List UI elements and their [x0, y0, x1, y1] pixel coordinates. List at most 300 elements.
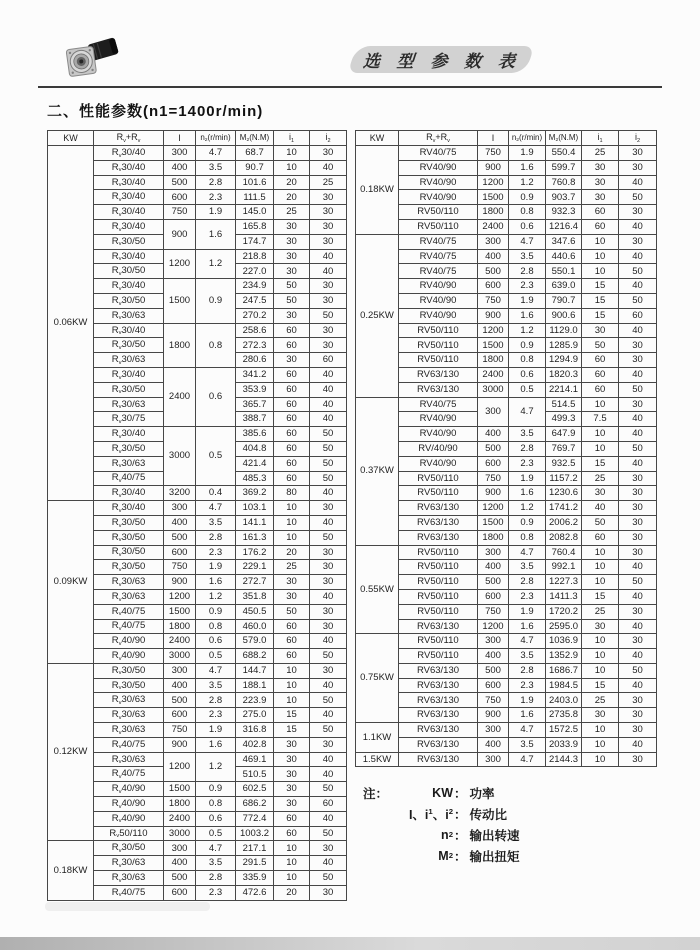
speed-cell: 0.8	[509, 530, 546, 545]
torque-cell: 111.5	[236, 190, 274, 205]
ratio-cell: 600	[164, 190, 196, 205]
ratio-cell: 900	[478, 160, 509, 175]
ratio-cell: 400	[164, 856, 196, 871]
model-cell: $R_v40/75$	[94, 737, 164, 752]
note-colon: ：	[454, 828, 467, 843]
model-cell: $R_v30/63$	[94, 693, 164, 708]
model-cell: RV63/130	[399, 723, 478, 738]
kw-group-cell: 0.25KW	[356, 234, 399, 397]
ratio-cell: 400	[164, 160, 196, 175]
torque-cell: 291.5	[236, 856, 274, 871]
model-cell: RV40/90	[399, 160, 478, 175]
note-desc: 功率	[469, 786, 495, 801]
i2-cell: 30	[310, 234, 347, 249]
torque-cell: 351.8	[236, 589, 274, 604]
torque-cell: 223.9	[236, 693, 274, 708]
i1-cell: 10	[582, 634, 619, 649]
i1-cell: 60	[274, 338, 310, 353]
i2-cell: 30	[619, 234, 657, 249]
model-cell: $R_v30/75$	[94, 412, 164, 427]
i2-cell: 30	[310, 219, 347, 234]
speed-cell: 0.9	[509, 338, 546, 353]
i2-cell: 40	[310, 678, 347, 693]
torque-cell: 760.4	[546, 545, 582, 560]
speed-cell: 0.5	[196, 826, 236, 841]
i1-cell: 60	[582, 382, 619, 397]
i1-cell: 10	[274, 515, 310, 530]
i2-cell: 30	[619, 723, 657, 738]
note-term: n $_2$	[441, 827, 453, 842]
speed-cell: 3.5	[196, 515, 236, 530]
ratio-cell: 1500	[478, 190, 509, 205]
ratio-cell: 1800	[164, 323, 196, 367]
i2-cell: 40	[310, 752, 347, 767]
model-cell: $R_v30/40$	[94, 279, 164, 294]
model-cell: $R_v30/50$	[94, 264, 164, 279]
i1-cell: 20	[274, 545, 310, 560]
i1-cell: 25	[582, 146, 619, 161]
i1-cell: 15	[582, 678, 619, 693]
speed-cell: 4.7	[509, 234, 546, 249]
i2-cell: 60	[310, 797, 347, 812]
i2-cell: 30	[619, 545, 657, 560]
speed-cell: 2.3	[509, 678, 546, 693]
ratio-cell: 2400	[164, 367, 196, 426]
i1-cell: 60	[274, 456, 310, 471]
i1-cell: 20	[274, 175, 310, 190]
model-cell: $R_v50/110$	[94, 826, 164, 841]
speed-cell: 0.5	[196, 427, 236, 486]
kw-group-cell: 0.55KW	[356, 545, 399, 634]
speed-cell: 2.3	[509, 589, 546, 604]
model-cell: RV50/110	[399, 589, 478, 604]
note-colon: ：	[454, 807, 467, 822]
i2-cell: 40	[619, 619, 657, 634]
column-header: $M_2(N.M)$	[546, 131, 582, 146]
ratio-cell: 3000	[478, 382, 509, 397]
note-colon: ：	[454, 786, 467, 801]
speed-cell: 3.5	[509, 737, 546, 752]
torque-cell: 932.5	[546, 456, 582, 471]
ratio-cell: 900	[478, 308, 509, 323]
ratio-cell: 400	[478, 560, 509, 575]
i2-cell: 50	[619, 264, 657, 279]
model-cell: RV40/90	[399, 175, 478, 190]
ratio-cell: 900	[164, 575, 196, 590]
table-row	[356, 486, 657, 501]
speed-cell: 2.3	[509, 456, 546, 471]
i2-cell: 30	[310, 146, 347, 161]
model-cell: RV40/90	[399, 427, 478, 442]
torque-cell: 510.5	[236, 767, 274, 782]
speed-cell: 0.9	[196, 604, 236, 619]
torque-cell: 272.3	[236, 338, 274, 353]
speed-cell: 1.2	[196, 249, 236, 279]
i2-cell: 50	[619, 293, 657, 308]
model-cell: RV50/110	[399, 323, 478, 338]
torque-cell: 275.0	[236, 708, 274, 723]
ratio-cell: 750	[164, 205, 196, 220]
i2-cell: 30	[310, 737, 347, 752]
torque-cell: 460.0	[236, 619, 274, 634]
torque-cell: 485.3	[236, 471, 274, 486]
i1-cell: 10	[582, 397, 619, 412]
kw-group-cell: 0.75KW	[356, 634, 399, 723]
model-cell: $R_v30/50$	[94, 293, 164, 308]
i1-cell: 30	[582, 708, 619, 723]
torque-cell: 1820.3	[546, 367, 582, 382]
speed-cell: 0.5	[196, 649, 236, 664]
ratio-cell: 400	[478, 427, 509, 442]
torque-cell: 550.1	[546, 264, 582, 279]
torque-cell: 388.7	[236, 412, 274, 427]
i2-cell: 30	[310, 293, 347, 308]
torque-cell: 579.0	[236, 634, 274, 649]
torque-cell: 258.6	[236, 323, 274, 338]
table-row	[356, 708, 657, 723]
table-row	[356, 338, 657, 353]
torque-cell: 229.1	[236, 560, 274, 575]
speed-cell: 1.2	[196, 589, 236, 604]
torque-cell: 2006.2	[546, 515, 582, 530]
i1-cell: 30	[582, 160, 619, 175]
i1-cell: 10	[274, 663, 310, 678]
column-header: I	[164, 131, 196, 146]
table-row	[356, 219, 657, 234]
i2-cell: 30	[310, 545, 347, 560]
model-cell: RV50/110	[399, 545, 478, 560]
torque-cell: 365.7	[236, 397, 274, 412]
table-row	[356, 589, 657, 604]
model-cell: RV63/130	[399, 619, 478, 634]
i2-cell: 40	[310, 486, 347, 501]
column-header: $n_2(r/\min)$	[509, 131, 546, 146]
i2-cell: 30	[619, 634, 657, 649]
table-row	[356, 456, 657, 471]
speed-cell: 1.6	[509, 708, 546, 723]
speed-cell: 1.9	[196, 205, 236, 220]
i1-cell: 10	[274, 678, 310, 693]
i2-cell: 50	[310, 826, 347, 841]
torque-cell: 161.3	[236, 530, 274, 545]
ratio-cell: 400	[478, 649, 509, 664]
i1-cell: 30	[582, 486, 619, 501]
torque-cell: 141.1	[236, 515, 274, 530]
speed-cell: 4.7	[196, 146, 236, 161]
model-cell: RV50/110	[399, 219, 478, 234]
table-row	[48, 841, 347, 856]
torque-cell: 2033.9	[546, 737, 582, 752]
model-cell: RV50/110	[399, 634, 478, 649]
torque-cell: 2144.3	[546, 752, 582, 767]
torque-cell: 647.9	[546, 427, 582, 442]
model-cell: $R_v30/50$	[94, 530, 164, 545]
i2-cell: 30	[619, 708, 657, 723]
model-cell: RV40/90	[399, 190, 478, 205]
column-header: $i_2$	[619, 131, 657, 146]
torque-cell: 1352.9	[546, 649, 582, 664]
table-row	[356, 205, 657, 220]
i2-cell: 30	[619, 146, 657, 161]
note-colon: ：	[454, 849, 467, 864]
column-header: $i_1$	[274, 131, 310, 146]
i1-cell: 10	[582, 752, 619, 767]
model-cell: $R_v30/50$	[94, 560, 164, 575]
speed-cell: 0.8	[196, 797, 236, 812]
model-cell: RV50/110	[399, 471, 478, 486]
torque-cell: 514.5	[546, 397, 582, 412]
speed-cell: 2.8	[196, 871, 236, 886]
speed-cell: 0.8	[509, 205, 546, 220]
i1-cell: 60	[582, 219, 619, 234]
i1-cell: 25	[582, 693, 619, 708]
note-line	[363, 824, 653, 845]
speed-cell: 1.9	[509, 693, 546, 708]
note-desc: 输出扭矩	[469, 849, 520, 864]
table-row	[356, 279, 657, 294]
model-cell: RV63/130	[399, 530, 478, 545]
ratio-cell: 1200	[478, 501, 509, 516]
table-row	[356, 663, 657, 678]
model-cell: $R_v30/40$	[94, 190, 164, 205]
torque-cell: 550.4	[546, 146, 582, 161]
ratio-cell: 300	[164, 841, 196, 856]
i2-cell: 30	[310, 190, 347, 205]
torque-cell: 174.7	[236, 234, 274, 249]
speed-cell: 1.2	[196, 752, 236, 782]
i1-cell: 30	[274, 752, 310, 767]
speed-cell: 0.6	[509, 367, 546, 382]
torque-cell: 2595.0	[546, 619, 582, 634]
column-header: I	[478, 131, 509, 146]
i2-cell: 50	[310, 723, 347, 738]
torque-cell: 353.9	[236, 382, 274, 397]
i2-cell: 50	[619, 190, 657, 205]
speed-cell: 4.7	[509, 752, 546, 767]
model-cell: $R_v40/75$	[94, 471, 164, 486]
torque-cell: 421.4	[236, 456, 274, 471]
column-header: KW	[356, 131, 399, 146]
speed-cell: 2.8	[196, 530, 236, 545]
ratio-cell: 1200	[164, 249, 196, 279]
i1-cell: 10	[274, 160, 310, 175]
speed-cell: 1.9	[196, 723, 236, 738]
kw-group-cell: 0.06KW	[48, 146, 94, 501]
model-cell: RV50/110	[399, 205, 478, 220]
torque-cell: 903.7	[546, 190, 582, 205]
table-row	[356, 293, 657, 308]
model-cell: RV40/90	[399, 308, 478, 323]
ratio-cell: 600	[478, 279, 509, 294]
ratio-cell: 1200	[478, 619, 509, 634]
model-cell: $R_v30/63$	[94, 575, 164, 590]
ratio-cell: 900	[478, 486, 509, 501]
i2-cell: 40	[619, 412, 657, 427]
model-cell: $R_v30/50$	[94, 441, 164, 456]
i2-cell: 50	[310, 456, 347, 471]
i1-cell: 10	[274, 871, 310, 886]
i2-cell: 50	[310, 649, 347, 664]
header-row	[48, 131, 347, 146]
model-cell: $R_v30/50$	[94, 234, 164, 249]
model-cell: RV63/130	[399, 708, 478, 723]
speed-cell: 1.9	[509, 604, 546, 619]
torque-cell: 341.2	[236, 367, 274, 382]
i1-cell: 15	[274, 708, 310, 723]
table-row	[356, 146, 657, 161]
ratio-cell: 2400	[164, 811, 196, 826]
ratio-cell: 500	[478, 663, 509, 678]
i1-cell: 10	[582, 234, 619, 249]
model-cell: $R_v30/40$	[94, 205, 164, 220]
model-cell: $R_v30/63$	[94, 589, 164, 604]
torque-cell: 639.0	[546, 279, 582, 294]
ratio-cell: 600	[478, 678, 509, 693]
i2-cell: 30	[619, 501, 657, 516]
table-row	[356, 723, 657, 738]
torque-cell: 2082.8	[546, 530, 582, 545]
right-performance-table	[355, 130, 656, 767]
model-cell: $R_v30/40$	[94, 501, 164, 516]
i2-cell: 40	[619, 219, 657, 234]
ratio-cell: 3000	[164, 826, 196, 841]
i2-cell: 40	[310, 767, 347, 782]
torque-cell: 1036.9	[546, 634, 582, 649]
ratio-cell: 750	[478, 693, 509, 708]
i1-cell: 50	[582, 515, 619, 530]
i2-cell: 40	[310, 249, 347, 264]
i1-cell: 7.5	[582, 412, 619, 427]
torque-cell: 103.1	[236, 501, 274, 516]
i2-cell: 30	[310, 885, 347, 900]
speed-cell: 4.7	[196, 663, 236, 678]
i1-cell: 60	[274, 382, 310, 397]
i1-cell: 20	[274, 885, 310, 900]
note-term: M $_2$	[438, 848, 453, 863]
ratio-cell: 1800	[478, 205, 509, 220]
i2-cell: 30	[619, 530, 657, 545]
i2-cell: 30	[619, 160, 657, 175]
column-header: $n_2(r/\min)$	[196, 131, 236, 146]
speed-cell: 0.8	[196, 323, 236, 367]
ratio-cell: 750	[478, 146, 509, 161]
torque-cell: 1157.2	[546, 471, 582, 486]
table-row	[356, 264, 657, 279]
kw-group-cell: 0.18KW	[356, 146, 399, 235]
torque-cell: 1720.2	[546, 604, 582, 619]
speed-cell: 3.5	[509, 649, 546, 664]
i1-cell: 50	[274, 279, 310, 294]
i2-cell: 30	[619, 338, 657, 353]
i1-cell: 10	[582, 427, 619, 442]
table-row	[356, 619, 657, 634]
torque-cell: 1984.5	[546, 678, 582, 693]
table-row	[356, 501, 657, 516]
torque-cell: 772.4	[236, 811, 274, 826]
torque-cell: 1227.3	[546, 575, 582, 590]
ratio-cell: 600	[478, 456, 509, 471]
ratio-cell: 400	[164, 678, 196, 693]
speed-cell: 2.3	[196, 545, 236, 560]
torque-cell: 165.8	[236, 219, 274, 234]
model-cell: RV63/130	[399, 501, 478, 516]
i1-cell: 30	[274, 767, 310, 782]
i1-cell: 10	[582, 737, 619, 752]
torque-cell: 440.6	[546, 249, 582, 264]
i1-cell: 10	[274, 856, 310, 871]
i1-cell: 60	[274, 811, 310, 826]
i2-cell: 50	[310, 530, 347, 545]
i2-cell: 30	[619, 515, 657, 530]
speed-cell: 3.5	[196, 160, 236, 175]
kw-group-cell: 1.1KW	[356, 723, 399, 753]
torque-cell: 686.2	[236, 797, 274, 812]
ratio-cell: 400	[164, 515, 196, 530]
i2-cell: 40	[619, 589, 657, 604]
i2-cell: 40	[619, 649, 657, 664]
i2-cell: 40	[619, 323, 657, 338]
kw-group-cell: 0.37KW	[356, 397, 399, 545]
column-header: KW	[48, 131, 94, 146]
torque-cell: 316.8	[236, 723, 274, 738]
ratio-cell: 1200	[478, 175, 509, 190]
torque-cell: 402.8	[236, 737, 274, 752]
i2-cell: 50	[310, 427, 347, 442]
note-line	[363, 782, 653, 803]
i1-cell: 15	[582, 456, 619, 471]
scan-ghost-smudge	[45, 902, 210, 911]
ratio-cell: 300	[164, 663, 196, 678]
i1-cell: 50	[274, 604, 310, 619]
header-rule	[38, 86, 662, 88]
i1-cell: 50	[274, 293, 310, 308]
model-cell: RV63/130	[399, 678, 478, 693]
table-row	[356, 190, 657, 205]
torque-cell: 369.2	[236, 486, 274, 501]
i1-cell: 10	[274, 693, 310, 708]
torque-cell: 599.7	[546, 160, 582, 175]
i2-cell: 30	[310, 323, 347, 338]
i2-cell: 60	[310, 353, 347, 368]
i1-cell: 25	[582, 471, 619, 486]
model-cell: $R_v40/90$	[94, 811, 164, 826]
speed-cell: 1.9	[509, 293, 546, 308]
speed-cell: 3.5	[509, 249, 546, 264]
note-term: I、i $_1$ 、i $_2$	[408, 806, 453, 822]
i1-cell: 80	[274, 486, 310, 501]
i2-cell: 50	[310, 871, 347, 886]
i1-cell: 60	[274, 471, 310, 486]
i1-cell: 30	[274, 589, 310, 604]
i2-cell: 40	[310, 367, 347, 382]
ratio-cell: 3000	[164, 649, 196, 664]
torque-cell: 90.7	[236, 160, 274, 175]
i1-cell: 60	[582, 353, 619, 368]
ratio-cell: 900	[478, 708, 509, 723]
i1-cell: 20	[274, 190, 310, 205]
i1-cell: 60	[274, 397, 310, 412]
i2-cell: 40	[619, 737, 657, 752]
i1-cell: 30	[582, 175, 619, 190]
i1-cell: 10	[582, 649, 619, 664]
kw-group-cell: 0.12KW	[48, 663, 94, 841]
kw-group-cell: 0.18KW	[48, 841, 94, 900]
ratio-cell: 300	[478, 752, 509, 767]
ratio-cell: 300	[478, 397, 509, 427]
ratio-cell: 600	[164, 545, 196, 560]
table-row	[356, 427, 657, 442]
speed-cell: 1.9	[509, 471, 546, 486]
